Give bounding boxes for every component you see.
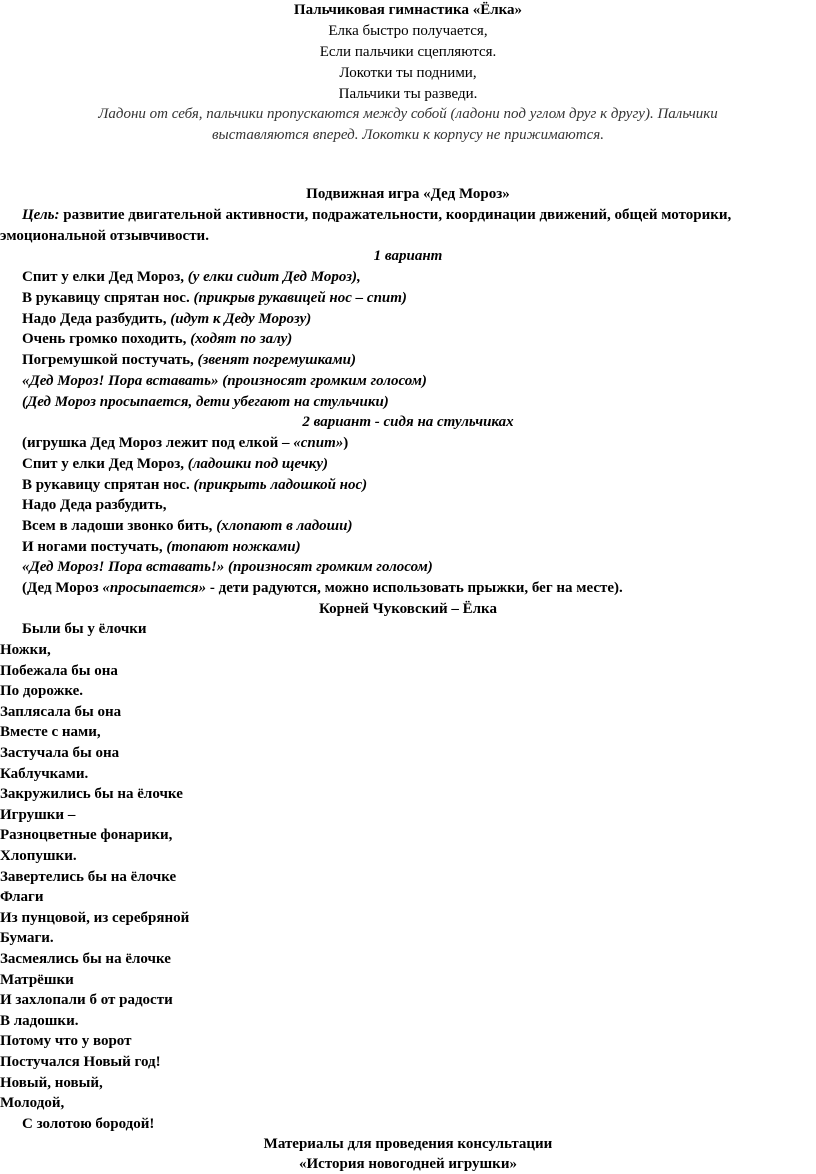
variant2-line: В рукавицу спрятан нос. (прикрыть ладошкой нос)	[22, 477, 368, 493]
gym-note-2: выставляются вперед. Локотки к корпусу не прижимаются.	[212, 127, 604, 143]
game-title: Подвижная игра «Дед Мороз»	[306, 186, 510, 202]
poem-line: Потому что у ворот	[0, 1033, 132, 1050]
game-goal-label: Цель:	[22, 207, 60, 223]
poem-line: Из пунцовой, из серебряной	[0, 909, 190, 926]
variant2-line: «Дед Мороз! Пора вставать!» (произносят громким голосом)	[22, 559, 433, 575]
poem-line: Разноцветные фонарики,	[0, 827, 173, 844]
poem-line: Молодой,	[0, 1095, 65, 1112]
poem-line: Побежала бы она	[0, 662, 118, 679]
poem-line: Бумаги.	[0, 930, 54, 947]
poem-line: Хлопушки.	[0, 848, 77, 864]
gym-line-2: Если пальчики сцепляются.	[319, 44, 497, 60]
materials-title-2: «История новогодней игрушки»	[299, 1156, 517, 1172]
poem-line: Засмеялись бы на ёлочке	[0, 951, 171, 967]
poem-line: Новый, новый,	[0, 1074, 103, 1091]
variant1-line: (Дед Мороз просыпается, дети убегают на стульчики)	[22, 394, 389, 410]
poem-line: Закружились бы на ёлочке	[0, 786, 183, 803]
variant1-line: Надо Деда разбудить, (идут к Деду Морозу)	[22, 311, 312, 327]
variant1-line: Спит у елки Дед Мороз, (у елки сидит Дед Мороз),	[22, 269, 361, 285]
materials-title-1: Материалы для проведения консультации	[263, 1136, 553, 1152]
game-goal	[0, 205, 816, 225]
variant1-line: В рукавицу спрятан нос. (прикрыв рукавицей нос – спит)	[22, 290, 407, 306]
poem-line: Матрёшки	[0, 971, 74, 988]
poem-line: Вместе с нами,	[0, 724, 101, 741]
poem-line: Ножки,	[0, 642, 51, 658]
variant2-title: 2 вариант - сидя на стульчиках	[302, 414, 514, 430]
poem-line-last: С золотою бородой!	[22, 1116, 155, 1132]
poem-line: Флаги	[0, 889, 44, 906]
poem-line: По дорожке.	[0, 683, 84, 700]
variant2-line: Спит у елки Дед Мороз, (ладошки под щечку)	[22, 456, 328, 472]
variant2-line: (игрушка Дед Мороз лежит под елкой – «спит»)	[22, 435, 349, 451]
variant2-line: Всем в ладоши звонко бить, (хлопают в ладоши)	[22, 518, 353, 534]
gym-line-1: Елка быстро получается,	[328, 23, 488, 39]
poem-line: Застучала бы она	[0, 745, 120, 761]
poem-line: Каблучками.	[0, 765, 89, 782]
variant1-line: Очень громко походить, (ходят по залу)	[22, 331, 293, 347]
variant2-line: (Дед Мороз «просыпается» - дети радуются, можно использовать прыжки, бег на месте).	[22, 580, 623, 596]
poem-line: И захлопали б от радости	[0, 992, 173, 1009]
poem-line: Постучался Новый год!	[0, 1054, 161, 1070]
variant1-line: «Дед Мороз! Пора вставать» (произносят громким голосом)	[22, 373, 427, 389]
gym-line-4: Пальчики ты разведи.	[338, 86, 478, 102]
variant2-line: И ногами постучать, (топают ножками)	[22, 539, 301, 555]
gym-note-1: Ладони от себя, пальчики пропускаются между собой (ладони под углом друг к другу). Пальчики	[98, 106, 718, 122]
poem-line: Игрушки –	[0, 806, 76, 823]
poem-title: Корней Чуковский – Ёлка	[319, 601, 497, 617]
gym-line-3: Локотки ты подними,	[339, 65, 477, 81]
poem-line-first: Были бы у ёлочки	[22, 621, 147, 637]
variant1-title: 1 вариант	[373, 248, 443, 264]
poem-line: Завертелись бы на ёлочке	[0, 868, 177, 885]
poem-line: В ладошки.	[0, 1012, 79, 1029]
poem-line: Заплясала бы она	[0, 703, 122, 720]
variant2-line: Надо Деда разбудить,	[22, 497, 167, 513]
game-goal-text: развитие двигательной активности, подражательности, координации движений, общей моторики,	[59, 207, 732, 223]
game-goal-cont: эмоциональной отзывчивости.	[0, 228, 209, 244]
variant1-line: Погремушкой постучать, (звенят погремушками)	[22, 352, 356, 368]
gym-title: Пальчиковая гимнастика «Ёлка»	[293, 2, 523, 18]
